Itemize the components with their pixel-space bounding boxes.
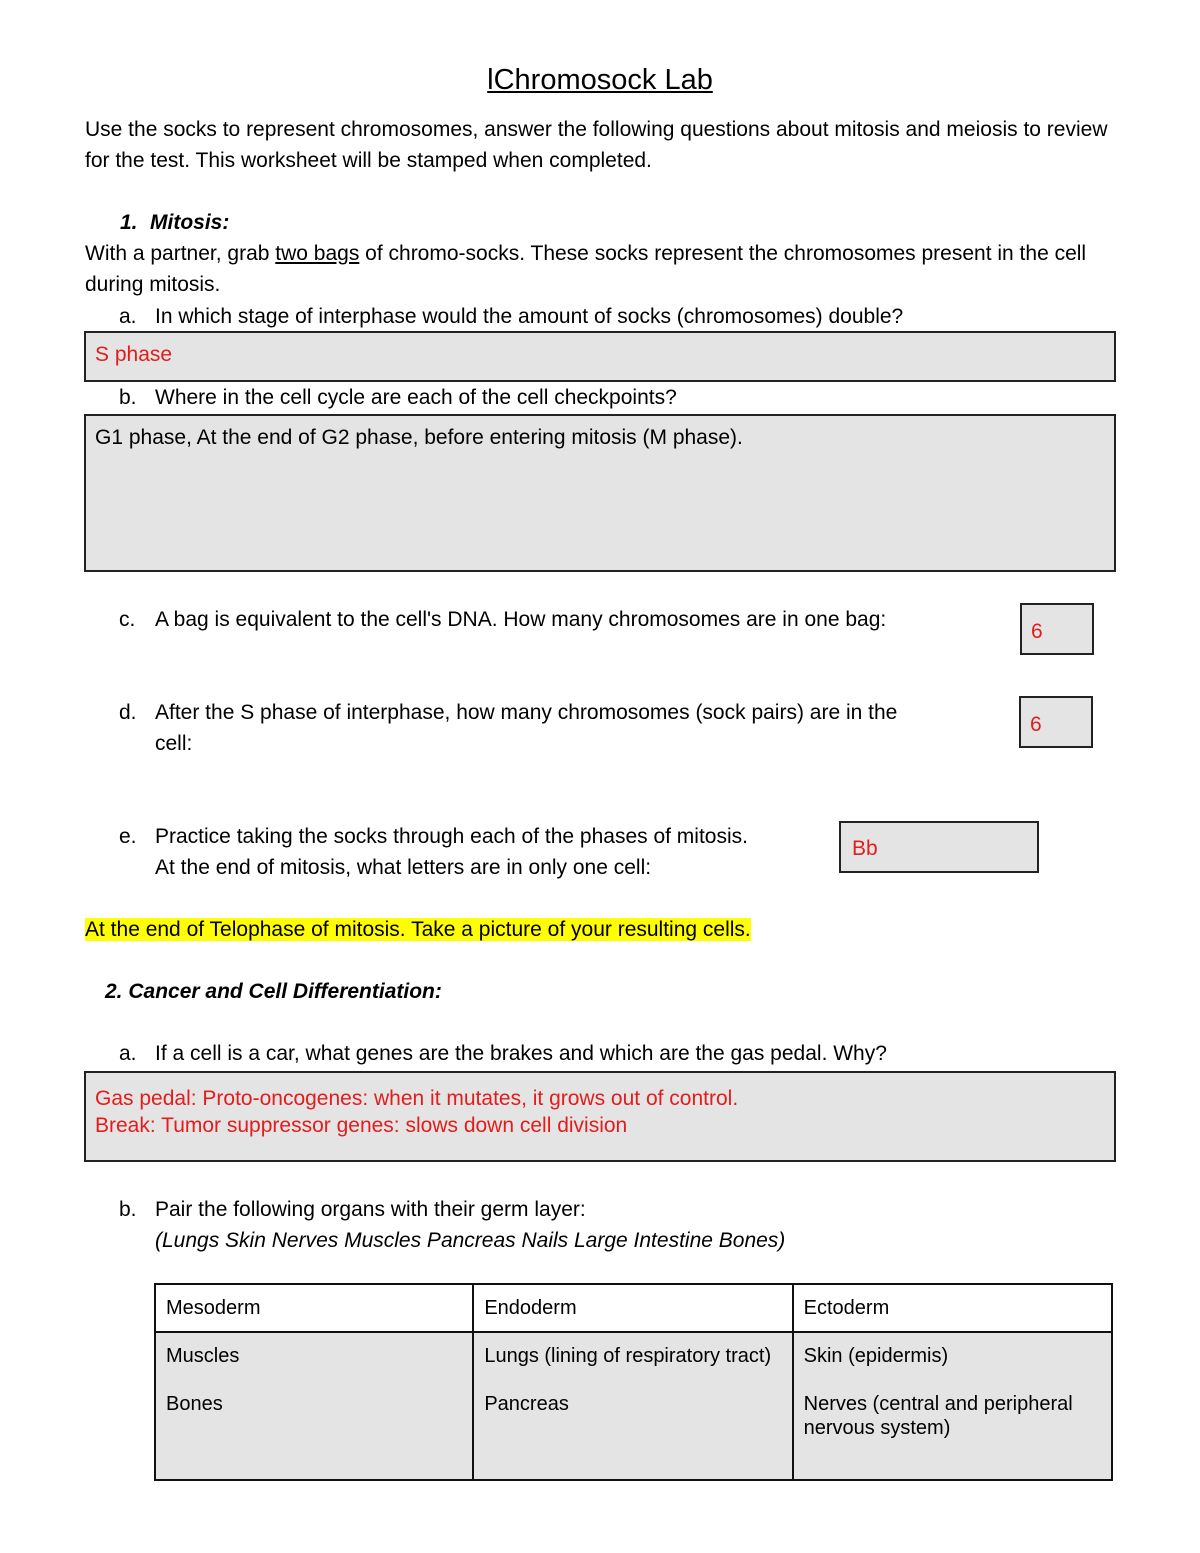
q2b-question: Pair the following organs with their germ layer: xyxy=(155,1198,586,1221)
germ-layer-table xyxy=(154,1283,1113,1481)
section1-number: 1. xyxy=(120,211,138,234)
mesoderm-item: Muscles xyxy=(166,1345,240,1367)
q1b-answer-box[interactable]: G1 phase, At the end of G2 phase, before entering mitosis (M phase). xyxy=(84,414,1116,572)
header-mesoderm: Mesoderm xyxy=(155,1284,473,1332)
q1e-letter: e. xyxy=(119,825,137,848)
two-bags-underlined: two bags xyxy=(275,242,360,265)
q1c-answer-box[interactable]: 6 xyxy=(1020,603,1094,655)
intro-text: Use the socks to represent chromosomes, answer the following questions about mitosis and meiosis to review for the test. This worksheet will be stamped when completed. xyxy=(85,118,1108,172)
q1d-question-line1: After the S phase of interphase, how many chromosomes (sock pairs) are in the xyxy=(155,701,898,724)
table-header-row xyxy=(155,1284,1112,1332)
q1b-letter: b. xyxy=(119,386,137,409)
q1a-letter: a. xyxy=(119,305,137,328)
telophase-instruction: At the end of Telophase of mitosis. Take a picture of your resulting cells. xyxy=(85,918,751,941)
q1d-letter: d. xyxy=(119,701,137,724)
q2b-letter: b. xyxy=(119,1198,137,1221)
header-ectoderm: Ectoderm xyxy=(793,1284,1112,1332)
q2b-organ-list: (Lungs Skin Nerves Muscles Pancreas Nails Large Intestine Bones) xyxy=(155,1229,786,1252)
mesoderm-item: Bones xyxy=(166,1393,223,1415)
ectoderm-item: Skin (epidermis) xyxy=(803,1345,949,1367)
q1d-question-line2: cell: xyxy=(155,732,193,755)
q1a-answer-box[interactable]: S phase xyxy=(84,331,1116,382)
q1c-letter: c. xyxy=(119,608,136,631)
cell-mesoderm[interactable] xyxy=(155,1332,473,1480)
section1-intro: With a partner, grab two bags of chromo-socks. These socks represent the chromosomes present in the cell during mitosis. xyxy=(85,242,1087,296)
header-endoderm: Endoderm xyxy=(473,1284,792,1332)
q2a-answer-line2: Break: Tumor suppressor genes: slows down cell division xyxy=(95,1114,628,1137)
cell-ectoderm[interactable] xyxy=(793,1332,1112,1480)
q1b-question: Where in the cell cycle are each of the cell checkpoints? xyxy=(155,386,677,409)
q2a-question: If a cell is a car, what genes are the brakes and which are the gas pedal. Why? xyxy=(155,1042,887,1065)
endoderm-item: Lungs (lining of respiratory tract) xyxy=(484,1345,772,1367)
section1-heading: Mitosis: xyxy=(150,211,230,234)
q2a-answer-line1: Gas pedal: Proto-oncogenes: when it mutates, it grows out of control. xyxy=(95,1087,739,1110)
cell-endoderm[interactable] xyxy=(473,1332,792,1480)
ectoderm-item: Nerves (central and peripheral nervous system) xyxy=(803,1393,1073,1439)
q1d-answer-box[interactable]: 6 xyxy=(1019,696,1093,748)
q2a-answer-box[interactable] xyxy=(84,1071,1116,1162)
endoderm-item: Pancreas xyxy=(484,1393,569,1415)
q1e-question-line1: Practice taking the socks through each of the phases of mitosis. xyxy=(155,825,748,848)
table-row xyxy=(155,1332,1112,1480)
q2a-letter: a. xyxy=(119,1042,137,1065)
q1a-question: In which stage of interphase would the amount of socks (chromosomes) double? xyxy=(155,305,904,328)
q1e-question-line2: At the end of mitosis, what letters are in only one cell: xyxy=(155,856,652,879)
section2-heading: 2. Cancer and Cell Differentiation: xyxy=(105,980,442,1003)
q1e-answer-box[interactable]: Bb xyxy=(839,821,1039,873)
q1c-question: A bag is equivalent to the cell's DNA. How many chromosomes are in one bag: xyxy=(155,608,887,631)
page-title: lChromosock Lab xyxy=(487,64,713,96)
